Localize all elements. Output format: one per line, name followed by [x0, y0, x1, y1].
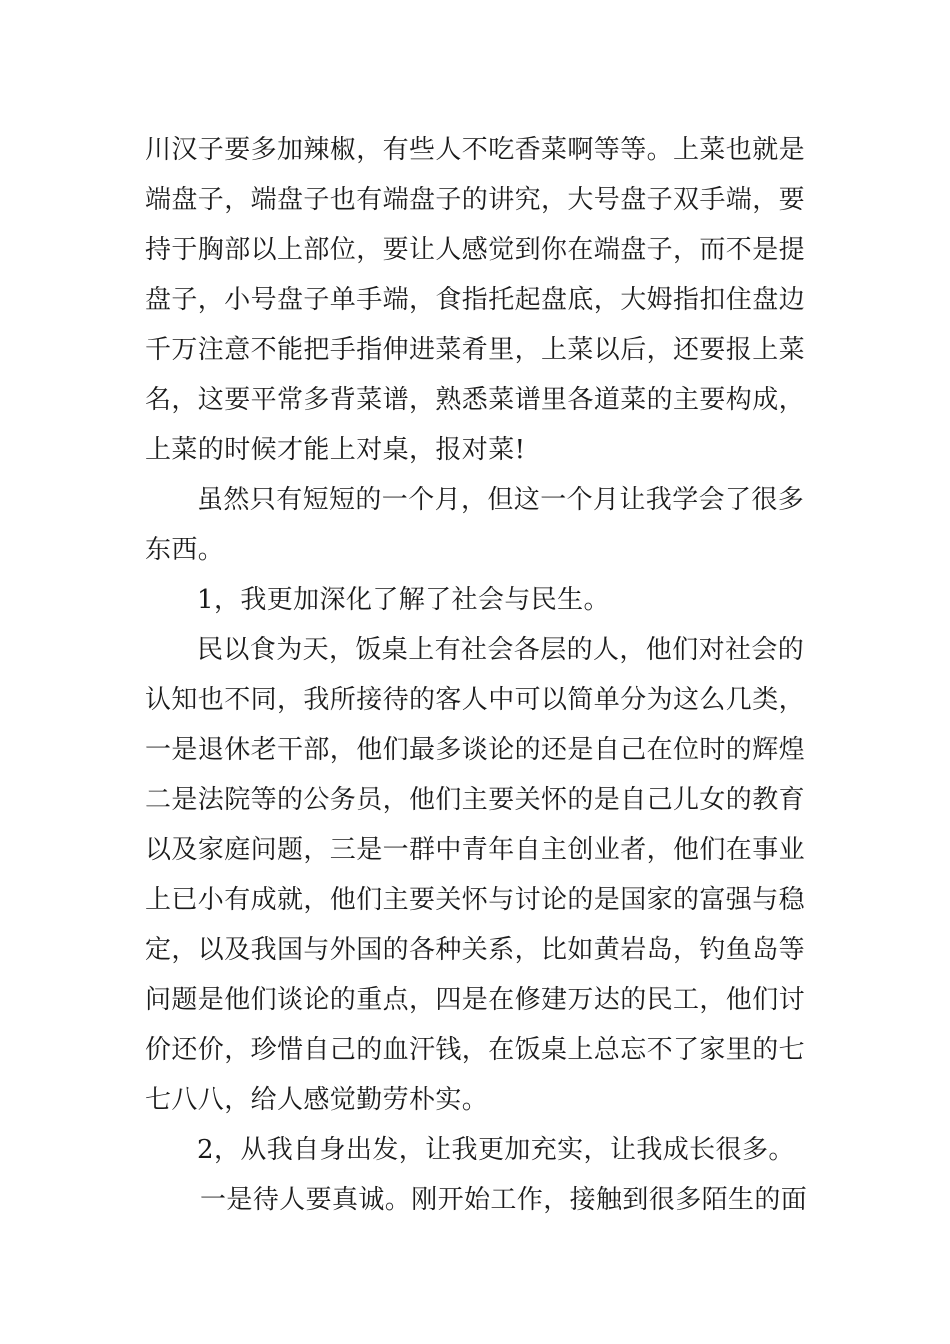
text-line: 二是法院等的公务员，他们主要关怀的是自己儿女的教育	[145, 785, 806, 815]
text-line: 东西。	[145, 535, 225, 565]
text-line: 千万注意不能把手指伸进菜肴里，上菜以后，还要报上菜	[145, 335, 806, 365]
text-line: 以及家庭问题，三是一群中青年自主创业者，他们在事业	[145, 835, 806, 865]
text-line: 川汉子要多加辣椒，有些人不吃香菜啊等等。上菜也就是	[145, 135, 806, 165]
text-line: 盘子，小号盘子单手端，食指托起盘底，大姆指扣住盘边	[145, 285, 806, 315]
text-line: 持于胸部以上部位，要让人感觉到你在端盘子，而不是提	[145, 235, 806, 265]
text-line: 认知也不同，我所接待的客人中可以简单分为这么几类，	[145, 685, 806, 715]
text-line: 一是退休老干部，他们最多谈论的还是自己在位时的辉煌	[145, 735, 806, 765]
text-line: 定，以及我国与外国的各种关系，比如黄岩岛，钓鱼岛等	[145, 935, 806, 965]
paragraph-start-line: 一是待人要真诚。刚开始工作，接触到很多陌生的面	[200, 1185, 808, 1215]
text-line: 上已小有成就，他们主要关怀与讨论的是国家的富强与稳	[145, 885, 806, 915]
numbered-heading: 2，从我自身出发，让我更加充实，让我成长很多。	[197, 1135, 795, 1165]
text-line: 端盘子，端盘子也有端盘子的讲究，大号盘子双手端，要	[145, 185, 806, 215]
text-line: 名，这要平常多背菜谱，熟悉菜谱里各道菜的主要构成，	[145, 385, 806, 415]
text-line: 问题是他们谈论的重点，四是在修建万达的民工，他们讨	[145, 985, 806, 1015]
numbered-heading: 1，我更加深化了解了社会与民生。	[197, 585, 610, 615]
paragraph-start-line: 虽然只有短短的一个月，但这一个月让我学会了很多	[197, 485, 805, 515]
paragraph-start-line: 民以食为天，饭桌上有社会各层的人，他们对社会的	[197, 635, 805, 665]
text-line: 七八八，给人感觉勤劳朴实。	[145, 1085, 489, 1115]
text-line: 上菜的时候才能上对桌，报对菜!	[145, 435, 526, 465]
text-line: 价还价，珍惜自己的血汗钱，在饭桌上总忘不了家里的七	[145, 1035, 806, 1065]
